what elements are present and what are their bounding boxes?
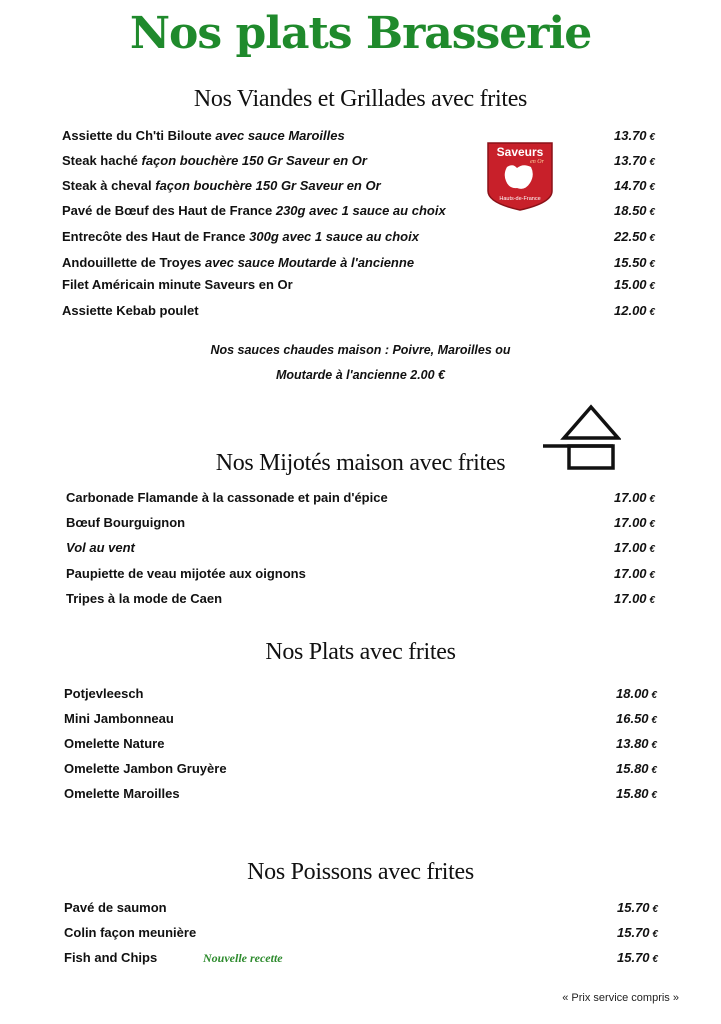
currency: € (649, 954, 658, 965)
item-name: Pavé de saumon (64, 900, 167, 915)
item-price: 15.00 (614, 277, 647, 292)
sauces-note-line2: Moutarde à l'ancienne 2.00 € (275, 368, 445, 382)
badge-subtitle: en Or (530, 159, 544, 165)
item-name: Filet Américain minute Saveurs en Or (62, 277, 293, 292)
item-price: 16.50 (616, 711, 649, 726)
item-name: Omelette Nature (64, 736, 165, 751)
menu-item (0, 761, 721, 781)
currency: € (646, 494, 655, 505)
menu-item (0, 686, 721, 706)
item-detail: 300g avec 1 sauce au choix (249, 229, 419, 244)
item-detail: façon bouchère 150 Gr Saveur en Or (141, 153, 367, 168)
currency: € (648, 740, 657, 751)
item-price: 18.00 (616, 686, 649, 701)
item-price: 22.50 (614, 229, 647, 244)
section-title-mijotes: Nos Mijotés maison avec frites (215, 450, 506, 476)
item-price: 12.00 (614, 303, 647, 318)
new-recipe-tag: Nouvelle recette (203, 951, 283, 965)
item-price: 15.80 (616, 761, 649, 776)
currency: € (648, 790, 657, 801)
menu-item (0, 515, 721, 535)
sauces-note-line1: Nos sauces chaudes maison : Poivre, Maroilles ou (210, 343, 511, 357)
currency: € (648, 715, 657, 726)
currency: € (646, 207, 655, 218)
currency: € (648, 765, 657, 776)
currency: € (649, 929, 658, 940)
item-name: Paupiette de veau mijotée aux oignons (66, 566, 306, 581)
item-name: Pavé de Bœuf des Haut de France (62, 203, 276, 218)
currency: € (646, 307, 655, 318)
item-detail: avec sauce Maroilles (215, 128, 345, 143)
section-title-viandes: Nos Viandes et Grillades avec frites (193, 86, 528, 112)
item-detail: Vol au vent (66, 540, 135, 555)
item-price: 13.70 (614, 153, 647, 168)
menu-item (0, 255, 721, 275)
item-name: Bœuf Bourguignon (66, 515, 186, 530)
menu-item (0, 925, 721, 945)
item-price: 18.50 (614, 203, 647, 218)
badge-title: Saveurs (496, 145, 544, 159)
item-detail: façon bouchère 150 Gr Saveur en Or (155, 178, 381, 193)
menu-item (0, 900, 721, 920)
item-name: Tripes à la mode de Caen (66, 591, 223, 606)
item-price: 15.70 (617, 950, 650, 965)
menu-item (0, 786, 721, 806)
currency: € (646, 157, 655, 168)
currency: € (646, 595, 655, 606)
item-price: 13.80 (616, 736, 649, 751)
section-title-plats: Nos Plats avec frites (265, 639, 456, 665)
item-name: Steak à cheval (62, 178, 156, 193)
item-price: 15.70 (617, 925, 650, 940)
service-note: « Prix service compris » (562, 992, 679, 1004)
item-name: Colin façon meunière (64, 925, 197, 940)
menu-item (0, 203, 721, 223)
currency: € (646, 259, 655, 270)
item-name: Carbonade Flamande à la cassonade et pain d'épice (66, 490, 388, 505)
currency: € (646, 233, 655, 244)
item-price: 15.80 (616, 786, 649, 801)
item-name: Steak haché (62, 153, 142, 168)
menu-item (0, 950, 721, 970)
item-price: 14.70 (614, 178, 647, 193)
menu-item (0, 711, 721, 731)
menu-item (0, 153, 721, 173)
menu-item (0, 178, 721, 198)
saveurs-en-or-badge (487, 141, 553, 211)
item-name: Entrecôte des Haut de France (62, 229, 250, 244)
item-name: Assiette Kebab poulet (62, 303, 199, 318)
item-price: 17.00 (614, 540, 647, 555)
badge-region: Hauts-de-France (499, 196, 541, 202)
item-name: Omelette Jambon Gruyère (64, 761, 227, 776)
currency: € (646, 519, 655, 530)
menu-item (0, 736, 721, 756)
menu-item (0, 277, 721, 297)
item-name: Mini Jambonneau (64, 711, 174, 726)
menu-item (0, 566, 721, 586)
currency: € (646, 132, 655, 143)
item-price: 17.00 (614, 515, 647, 530)
item-name: Omelette Maroilles (64, 786, 180, 801)
item-price: 17.00 (614, 566, 647, 581)
item-name: Assiette du Ch'ti Biloute (62, 128, 216, 143)
menu-item (0, 303, 721, 323)
currency: € (646, 281, 655, 292)
item-price: 15.70 (617, 900, 650, 915)
menu-item (0, 128, 721, 148)
item-name: Andouillette de Troyes (62, 255, 206, 270)
menu-item (0, 490, 721, 510)
section-title-poissons: Nos Poissons avec frites (247, 859, 474, 885)
menu-item (0, 229, 721, 249)
item-detail: avec sauce Moutarde à l'ancienne (205, 255, 415, 270)
item-name: Fish and Chips (64, 950, 158, 965)
currency: € (646, 544, 655, 555)
item-name: Potjevleesch (64, 686, 144, 701)
item-detail: 230g avec 1 sauce au choix (275, 203, 446, 218)
currency: € (649, 904, 658, 915)
menu-item (0, 591, 721, 611)
menu-item (0, 540, 721, 560)
currency: € (646, 570, 655, 581)
currency: € (646, 182, 655, 193)
item-price: 17.00 (614, 490, 647, 505)
item-price: 15.50 (614, 255, 647, 270)
currency: € (648, 690, 657, 701)
item-price: 17.00 (614, 591, 647, 606)
page-title: Nos plats Brasserie (129, 8, 592, 59)
item-price: 13.70 (614, 128, 647, 143)
